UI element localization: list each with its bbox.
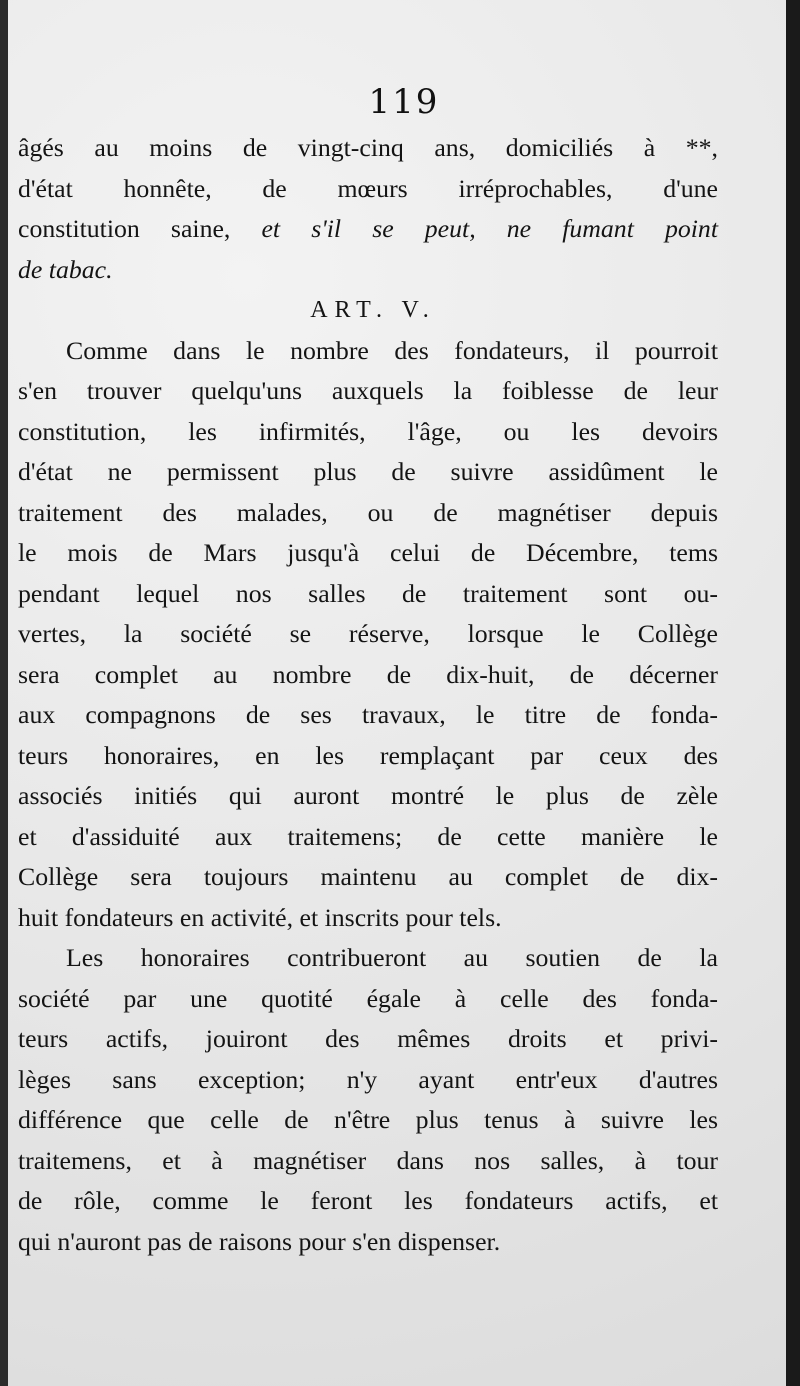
text-line: de tabac. bbox=[18, 254, 113, 284]
text-line: d'état ne permissent plus de suivre assidûment le bbox=[18, 457, 718, 486]
text-line: teurs actifs, jouiront des mêmes droits et privi- bbox=[18, 1024, 718, 1053]
book-page bbox=[8, 0, 800, 1386]
text-line: Comme dans le nombre des fondateurs, il pourroit bbox=[66, 335, 718, 365]
text-line: pendant lequel nos salles de traitement sont ou- bbox=[18, 578, 718, 608]
text-line: différence que celle de n'être plus tenus à suivre les bbox=[18, 1105, 718, 1134]
text-line: aux compagnons de ses travaux, le titre de fonda- bbox=[18, 700, 718, 729]
text-line: d'état honnête, de mœurs irréprochables, d'une bbox=[18, 173, 718, 203]
italic-text-run: et s'il se peut, ne fumant point bbox=[261, 214, 718, 243]
text-line: sera complet au nombre de dix-huit, de décerner bbox=[18, 659, 718, 689]
text-line: teurs honoraires, en les remplaçant par ceux des bbox=[18, 740, 718, 770]
paragraph-2 bbox=[18, 938, 718, 1262]
text-run: constitution saine, bbox=[18, 214, 231, 243]
text-line: qui n'auront pas de raisons pour s'en dispenser. bbox=[18, 1226, 501, 1256]
text-line: société par une quotité égale à celle des fonda- bbox=[18, 983, 718, 1013]
text-line: vertes, la société se réserve, lorsque le Collège bbox=[18, 619, 718, 648]
text-line: s'en trouver quelqu'uns auxquels la foiblesse de leur bbox=[18, 376, 718, 405]
text-line: huit fondateurs en activité, et inscrits pour tels. bbox=[18, 902, 502, 932]
text-line bbox=[18, 209, 718, 250]
text-line: constitution, les infirmités, l'âge, ou les devoirs bbox=[18, 416, 718, 446]
text-line: de rôle, comme le feront les fondateurs actifs, et bbox=[18, 1186, 718, 1215]
text-line: associés initiés qui auront montré le plus de zèle bbox=[18, 781, 718, 810]
paragraph-1 bbox=[18, 331, 718, 939]
page-edge-shadow bbox=[786, 0, 800, 1386]
text-line: Collège sera toujours maintenu au complet de dix- bbox=[18, 862, 718, 891]
text-line: traitemens, et à magnétiser dans nos salles, à tour bbox=[18, 1145, 718, 1175]
page-text bbox=[18, 128, 718, 1262]
text-line: et d'assiduité aux traitemens; de cette manière le bbox=[18, 821, 718, 851]
article-heading: ART. V. bbox=[310, 297, 436, 323]
text-line: traitement des malades, ou de magnétiser depuis bbox=[18, 497, 718, 527]
page-number: 119 bbox=[368, 82, 440, 122]
text-line: lèges sans exception; n'y ayant entr'eux d'autres bbox=[18, 1064, 718, 1094]
text-line: Les honoraires contribueront au soutien de la bbox=[66, 943, 718, 972]
text-line: âgés au moins de vingt-cinq ans, domiciliés à **, bbox=[18, 133, 718, 162]
text-line: le mois de Mars jusqu'à celui de Décembre, tems bbox=[18, 538, 718, 567]
